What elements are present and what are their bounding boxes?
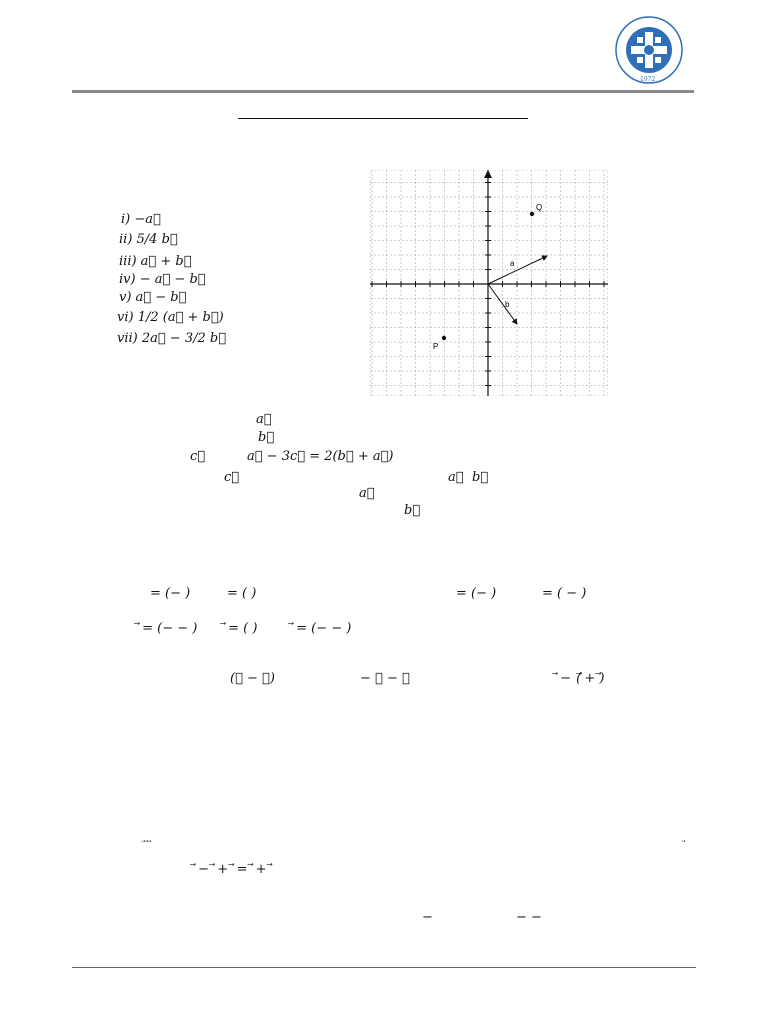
label-q: Q <box>536 203 543 212</box>
fragment-11: ⃗ ⃗ ⃗ <box>144 840 150 850</box>
math-a: a⃗ <box>256 412 272 427</box>
math-a-2: a⃗ <box>448 470 464 485</box>
fragment-6: ⃗ = ( ) <box>224 621 258 636</box>
exercise-item-5: v) a⃗ − b⃗ <box>119 290 187 305</box>
title-underline <box>238 118 528 119</box>
exercise-item-1: i) −a⃗ <box>121 212 161 227</box>
label-p: P <box>433 342 439 351</box>
label-b: b <box>505 300 510 309</box>
exercise-item-4: iv) − a⃗ − b⃗ <box>119 272 206 287</box>
fragment-5: ⃗ = (− − ) <box>138 621 198 636</box>
math-c: c⃗ <box>190 449 206 464</box>
fragment-2: = ( ) <box>227 586 257 601</box>
fragment-10: ⃗ − (⃗ + ⃗) <box>556 671 605 686</box>
logo-year: 1972 <box>640 76 656 83</box>
footer-rule <box>72 967 696 968</box>
fragment-3: = (− ) <box>456 586 497 601</box>
math-c-2: c⃗ <box>224 470 240 485</box>
fragment-1: = (− ) <box>150 586 191 601</box>
math-equation: a⃗ − 3c⃗ = 2(b⃗ + a⃗) <box>247 449 394 464</box>
fragment-15: − − <box>516 910 542 925</box>
fragment-9: − ⃗ − ⃗ <box>360 671 410 686</box>
fragment-7: ⃗ = (− − ) <box>292 621 352 636</box>
math-b-2: b⃗ <box>472 470 489 485</box>
fragment-13: ⃗ − ⃗ + ⃗ = ⃗ + ⃗ <box>194 862 271 877</box>
exercise-item-6: vi) 1/2 (a⃗ + b⃗) <box>117 310 224 325</box>
label-a: a <box>510 259 515 268</box>
fragment-8: (⃗ − ⃗) <box>230 671 275 686</box>
math-b-3: b⃗ <box>404 503 421 518</box>
header-rule <box>72 90 694 93</box>
math-b: b⃗ <box>258 430 275 445</box>
exercise-item-2: ii) 5/4 b⃗ <box>119 232 178 247</box>
math-a-3: a⃗ <box>359 486 375 501</box>
exercise-item-7: vii) 2a⃗ − 3/2 b⃗ <box>117 331 227 346</box>
exercise-item-3: iii) a⃗ + b⃗ <box>119 254 192 269</box>
fragment-14: − <box>422 910 433 925</box>
fragment-4: = ( − ) <box>542 586 587 601</box>
coordinate-grid-figure <box>370 170 608 396</box>
